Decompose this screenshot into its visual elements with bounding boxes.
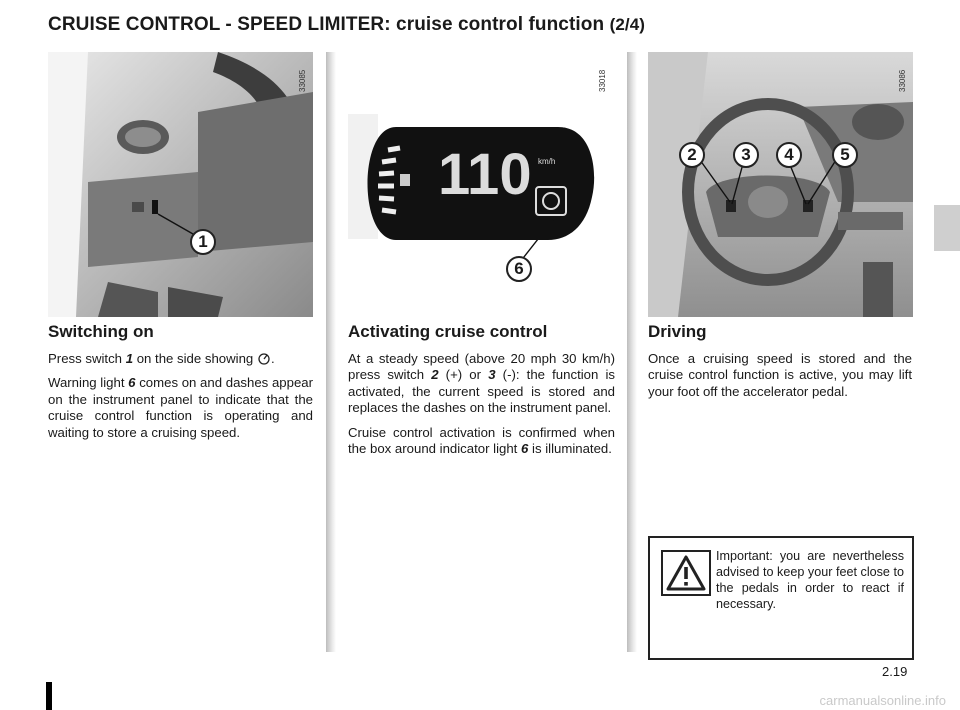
column-divider-left (326, 52, 336, 652)
callout-3: 3 (733, 142, 759, 168)
title-main: CRUISE CONTROL - SPEED LIMITER: cruise control function (48, 14, 605, 35)
photo-steering-wheel (648, 52, 913, 317)
paragraph: Cruise control activation is confirmed when the box around indicator light 6 is illuminated. (348, 424, 615, 457)
heading-activating: Activating cruise control (348, 322, 548, 341)
paragraph: Warning light 6 comes on and dashes appear on the instrument panel to indicate that the cruise control function is operating and waiting to store a cruising speed. (48, 375, 314, 440)
switching-on-text (48, 351, 313, 449)
image-ref-middle: 33018 (598, 69, 607, 92)
fuel-pump-icon (400, 174, 410, 186)
callout-2: 2 (679, 142, 705, 168)
paragraph: At a steady speed (above 20 mph 30 km/h) press switch 2 (+) or 3 (-): the function is activated, the current speed is stored and replaces the dashes on the instrument panel. (348, 351, 616, 416)
heading-switching-on: Switching on (48, 322, 154, 341)
paragraph: Press switch 1 on the side showing . (48, 351, 275, 366)
corner-mark (46, 682, 52, 710)
activating-text (348, 351, 615, 465)
speed-readout: 110 (438, 142, 532, 207)
warning-box (648, 536, 914, 660)
callout-4: 4 (776, 142, 802, 168)
callout-5: 5 (832, 142, 858, 168)
warning-icon (661, 550, 711, 596)
heading-driving: Driving (648, 322, 707, 341)
page-number: 2.19 (882, 664, 908, 679)
steering-illustration (648, 52, 913, 317)
cruise-control-switch-icon (257, 351, 271, 365)
display-illustration (348, 52, 613, 317)
image-ref-right: 33086 (898, 69, 907, 92)
driving-text (648, 351, 912, 408)
warning-text: Important: you are nevertheless advised to keep your feet close to the pedals in order to react if necessary. (716, 549, 904, 611)
unit-label: km/h (538, 157, 556, 166)
watermark: carmanualsonline.info (819, 693, 946, 708)
photo-instrument-display (348, 52, 613, 317)
column-divider-right (627, 52, 637, 652)
image-ref-left: 33085 (298, 69, 307, 92)
callout-1: 1 (190, 229, 216, 255)
callout-6: 6 (506, 256, 532, 282)
section-tab (934, 205, 960, 251)
photo-cabin-left (48, 52, 313, 317)
cabin-illustration (48, 52, 313, 317)
paragraph: Once a cruising speed is stored and the cruise control function is active, you may lift your foot off the accelerator pedal. (648, 351, 912, 399)
page-title (48, 14, 645, 36)
title-part: (2/4) (609, 15, 646, 34)
